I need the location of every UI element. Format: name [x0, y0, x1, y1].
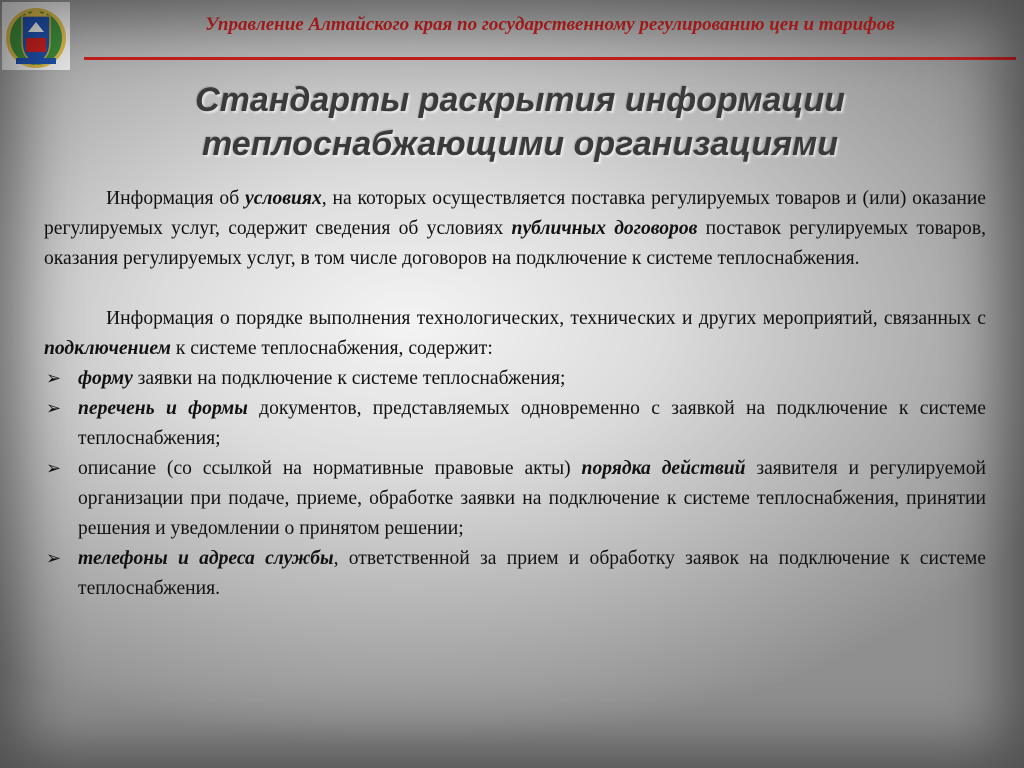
paragraph-text: Информация об [106, 188, 245, 209]
emphasis: телефоны и адреса службы [78, 548, 334, 569]
arrowhead-bullet-icon: ➢ [46, 398, 62, 419]
coat-of-arms-icon [2, 2, 70, 70]
paragraph-text: , на которых осуществляется поставка регулируемых товаров и (или) оказание регулируемых услуг, содержит сведения об условиях [44, 188, 987, 239]
paragraph-text: поставок регулируемых товаров, оказания регулируемых услуг, в том числе договоров на подключение к системе теплоснабжения. [44, 218, 987, 269]
list-item [44, 394, 986, 454]
emphasis: форму [78, 368, 133, 389]
arrowhead-bullet-icon: ➢ [46, 368, 62, 389]
emphasis: условиях [245, 188, 322, 209]
bullet-list [44, 364, 986, 604]
paragraph-spacer [44, 274, 986, 304]
arrowhead-bullet-icon: ➢ [46, 548, 62, 569]
paragraph-text: Информация о порядке выполнения технологических, технических и других мероприятий, связанных с [106, 308, 986, 329]
paragraph-conditions [44, 184, 986, 274]
slide-title-line2: теплоснабжающими организациями [202, 125, 838, 163]
slide-title [120, 78, 920, 166]
emphasis: перечень и формы [78, 398, 248, 419]
emphasis: подключением [44, 338, 171, 359]
paragraph-connection [44, 304, 986, 364]
organization-header: Управление Алтайского края по государственному регулированию цен и тарифов [205, 14, 895, 35]
header-divider [84, 57, 1016, 60]
list-item-text: документов, представляемых одновременно с заявкой на подключение к системе теплоснабжения; [78, 398, 986, 449]
emphasis: порядка действий [581, 458, 746, 479]
list-item [44, 454, 986, 544]
slide-title-line1: Стандарты раскрытия информации [195, 81, 845, 119]
paragraph-text: к системе теплоснабжения, содержит: [170, 338, 493, 359]
arrowhead-bullet-icon: ➢ [46, 458, 62, 479]
list-item-text: , ответственной за прием и обработку заявок на подключение к системе теплоснабжения. [78, 548, 986, 599]
list-item-text: описание (со ссылкой на нормативные правовые акты) [78, 458, 582, 479]
list-item [44, 544, 986, 604]
list-item-text: заявителя и регулируемой организации при подаче, приеме, обработке заявки на подключение к системе теплоснабжения, принятии решения и уведомлении о принятом решении; [78, 458, 986, 539]
list-item-text: заявки на подключение к системе теплоснабжения; [132, 368, 566, 389]
emphasis: публичных договоров [511, 218, 698, 239]
list-item [44, 364, 986, 394]
slide-body [44, 184, 986, 604]
